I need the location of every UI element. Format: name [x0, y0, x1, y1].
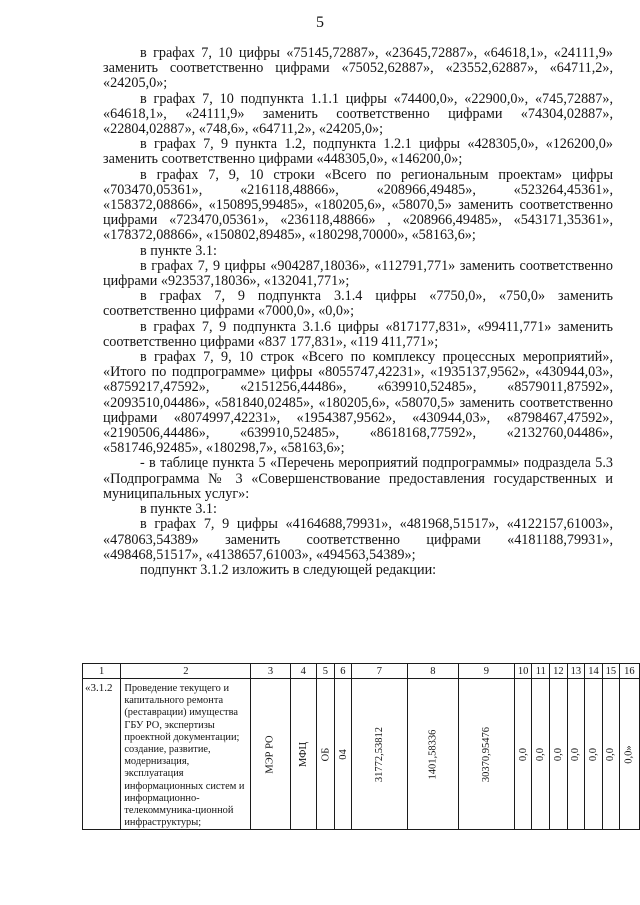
- program-table: [82, 663, 640, 830]
- cell-text: 30370,95476: [480, 727, 492, 783]
- column-header: 7: [351, 664, 407, 679]
- column-header: 11: [532, 664, 550, 679]
- cell-text: 0,0: [570, 748, 582, 762]
- cell-text: ОБ: [319, 747, 331, 762]
- column-header: 1: [83, 664, 121, 679]
- column-header: 15: [602, 664, 619, 679]
- table-cell: [458, 679, 514, 830]
- paragraph: в графах 7, 10 подпункта 1.1.1 цифры «74400,0», «22900,0», «745,72887», «64618,1», «24111,9» заменить соответственно цифрами «74304,02887», «22804,02887», «748,6», «64711,2», «24205,0»;: [103, 90, 613, 138]
- paragraph: в графах 7, 10 цифры «75145,72887», «23645,72887», «64618,1», «24111,9» заменить соответственно цифрами «75052,62887», «23552,62887», «64711,2», «24205,0»;: [103, 45, 613, 92]
- column-header: 10: [514, 664, 531, 679]
- column-header: 6: [334, 664, 351, 679]
- cell-text: 04: [337, 749, 349, 760]
- table-cell: [251, 679, 290, 830]
- paragraph: - в таблице пункта 5 «Перечень мероприятий подпрограммы» подраздела 5.3 «Подпрограмма № 3 «Совершенствование предоставления государственных и муниципальных услуг»:: [103, 455, 613, 502]
- column-header: 2: [121, 664, 251, 679]
- cell-text: 0,0: [535, 748, 547, 762]
- column-header: 12: [550, 664, 567, 679]
- document-body: [103, 46, 613, 578]
- column-header: 14: [585, 664, 603, 679]
- column-header: 9: [458, 664, 514, 679]
- table-cell: [567, 679, 584, 830]
- paragraph: в графах 7, 9 подпункта 3.1.6 цифры «817177,831», «99411,771» заменить соответственно цифрами «837 177,831», «119 411,771»;: [103, 318, 613, 350]
- page-number: 5: [316, 14, 324, 31]
- paragraph: подпункт 3.1.2 изложить в следующей редакции:: [140, 561, 437, 578]
- description-cell: Проведение текущего и капитального ремонта (реставрации) имущества ГБУ РО, экспертизы проектной документации; создание, развитие, модернизация, эксплуатация информационных систем и информационно-телекоммуника-ционной инфраструктуры;: [121, 679, 251, 830]
- paragraph: в пункте 3.1:: [140, 242, 217, 259]
- paragraph: в графах 7, 9, 10 строки «Всего по региональным проектам» цифры «703470,05361», «216118,48866», «208966,49485», «523264,45361», «158372,08866», «150895,99485», «180205,6», «58070,5» заменить соответственно цифрами «723470,05361», «236118,48866» , «208966,49485», «543171,35361», «178372,08866», «150802,89485», «180298,70000», «58163,6»;: [103, 166, 613, 244]
- column-header: 3: [251, 664, 290, 679]
- table-cell: [351, 679, 407, 830]
- table-header-row: [83, 664, 640, 679]
- table-cell: [334, 679, 351, 830]
- paragraph: в графах 7, 9 цифры «904287,18036», «112791,771» заменить соответственно цифрами «923537,18036», «132041,771»;: [103, 257, 613, 290]
- paragraph: в графах 7, 9, 10 строк «Всего по комплексу процессных мероприятий», «Итого по подпрограмме» цифры «8055747,42231», «1935137,9562», «430944,03», «8759217,47592», «2151256,44486», «639910,52485», «8579011,87592», «2093510,04486», «581840,02485», «180205,6», «58070,5» заменить соответственно цифрами «8074997,42231», «1954387,9562», «430944,03», «8798467,47592», «2190506,44486», «639910,52485», «8618168,77592», «2132760,04486», «581746,92485», «180298,7», «58163,6»;: [103, 349, 613, 457]
- cell-text: 0,0: [517, 748, 529, 762]
- item-number-cell: «3.1.2: [83, 679, 121, 830]
- table-cell: [619, 679, 639, 830]
- table-cell: [316, 679, 334, 830]
- paragraph: в пункте 3.1:: [140, 501, 217, 518]
- table-cell: [585, 679, 603, 830]
- cell-text: 31772,53812: [373, 727, 385, 783]
- cell-text: 1401,58336: [427, 729, 439, 780]
- paragraph: в графах 7, 9 цифры «4164688,79931», «481968,51517», «4122157,61003», «478063,54389» заменить соответственно цифрами «4181188,79931», «498468,51517», «4138657,61003», «494563,54389»;: [103, 516, 613, 563]
- column-header: 5: [316, 664, 334, 679]
- column-header: 16: [619, 664, 639, 679]
- paragraph: в графах 7, 9 подпункта 3.1.4 цифры «7750,0», «750,0» заменить соответственно цифрами «7000,0», «0,0»;: [103, 288, 613, 320]
- paragraph: в графах 7, 9 пункта 1.2, подпункта 1.2.1 цифры «428305,0», «126200,0» заменить соответственно цифрами «448305,0», «146200,0»;: [103, 136, 613, 168]
- cell-text: 0,0»: [623, 745, 635, 764]
- table-cell: [532, 679, 550, 830]
- table-cell: [550, 679, 567, 830]
- table-row: [83, 679, 640, 830]
- cell-text: 0,0: [605, 748, 617, 762]
- cell-text: 0,0: [552, 748, 564, 762]
- table-cell: [514, 679, 531, 830]
- table-cell: [407, 679, 458, 830]
- column-header: 4: [290, 664, 316, 679]
- cell-text: МФЦ: [297, 742, 309, 768]
- table-cell: [602, 679, 619, 830]
- cell-text: МЭР РО: [265, 735, 277, 774]
- table-cell: [290, 679, 316, 830]
- cell-text: 0,0: [587, 748, 599, 762]
- column-header: 13: [567, 664, 584, 679]
- column-header: 8: [407, 664, 458, 679]
